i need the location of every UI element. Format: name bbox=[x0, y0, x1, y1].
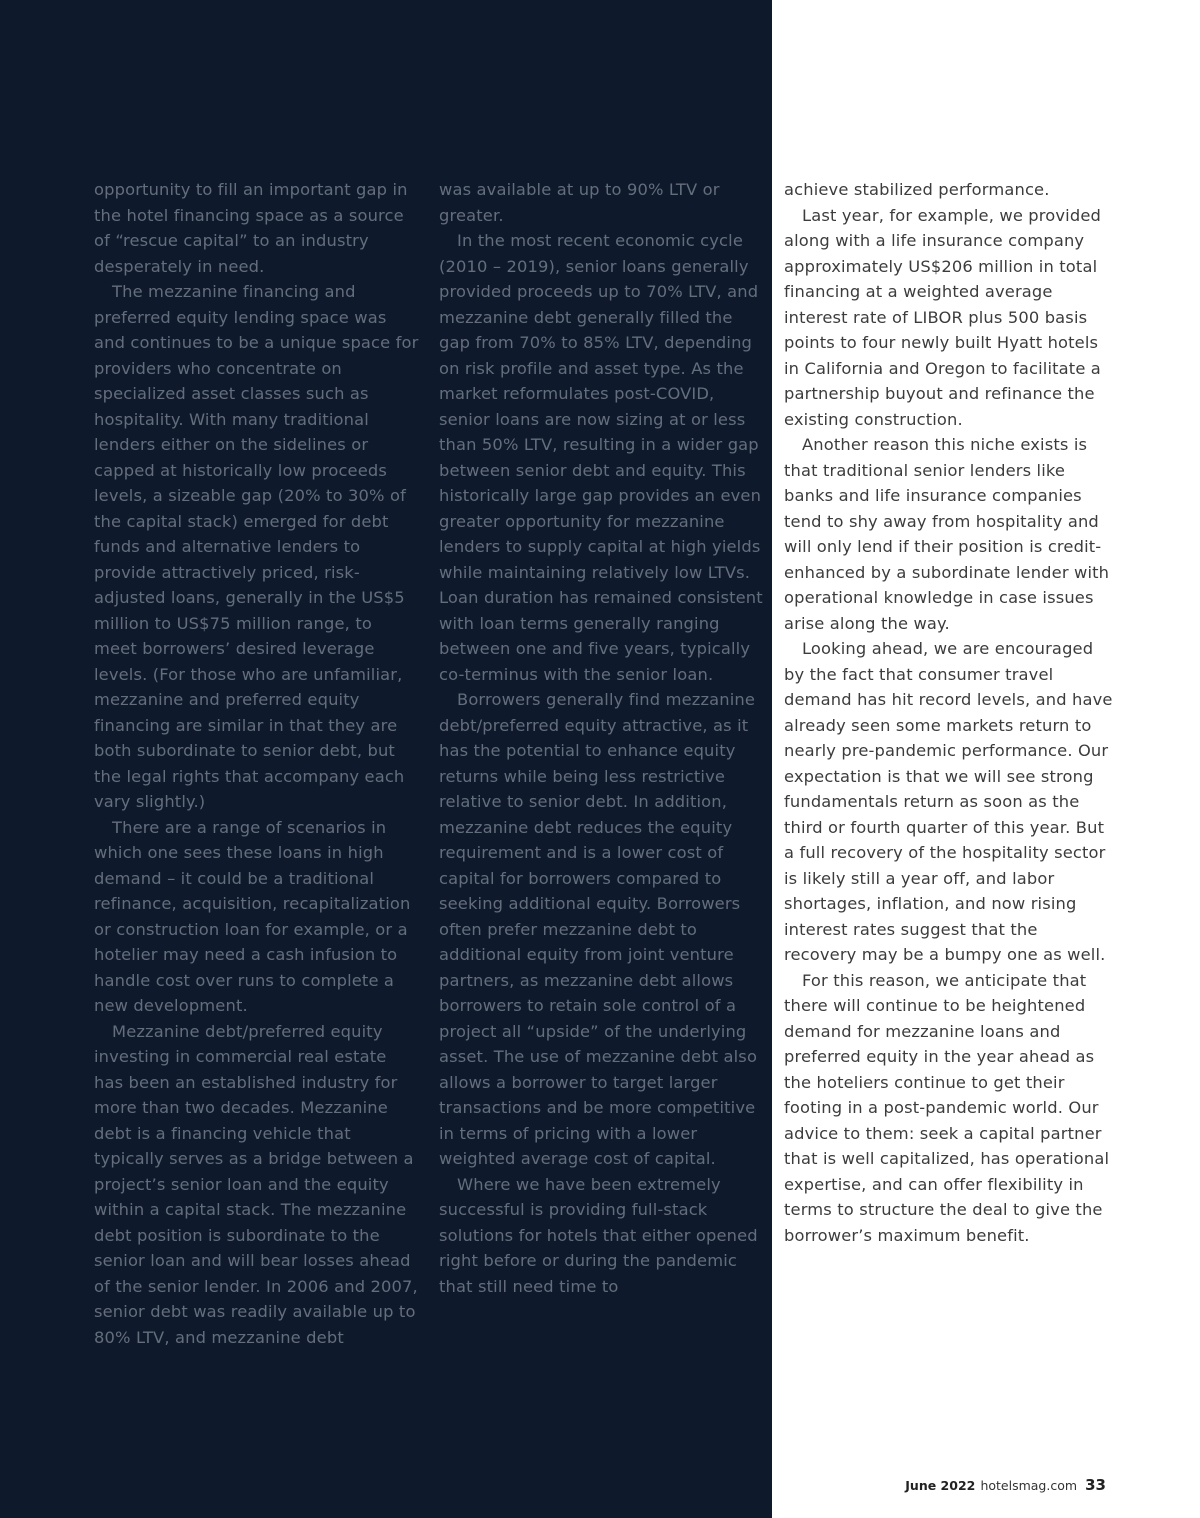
article-column-2 bbox=[439, 177, 765, 1299]
page-number: 33 bbox=[1085, 1476, 1106, 1494]
paragraph: Mezzanine debt/preferred equity investing in commercial real estate has been an established industry for more than two decades. Mezzanine debt is a financing vehicle that typically serves as a bridge between a project’s senior loan and the equity within a capital stack. The mezzanine debt position is subordinate to the senior loan and will bear losses ahead of the senior lender. In 2006 and 2007, senior debt was readily available up to 80% LTV, and mezzanine debt bbox=[94, 1021, 418, 1347]
paragraph: opportunity to fill an important gap in the hotel financing space as a source of “rescue capital” to an industry desperately in need. bbox=[94, 180, 408, 276]
paragraph: achieve stabilized performance. bbox=[784, 180, 1050, 199]
website-link[interactable]: hotelsmag.com bbox=[980, 1478, 1078, 1493]
paragraph: Another reason this niche exists is that traditional senior lenders like banks and life insurance companies tend to shy away from hospitality and will only lend if their position is credit-enhanced by a subordinate lender with operational knowledge in case issues arise along the way. bbox=[784, 435, 1110, 633]
paragraph: Where we have been extremely successful is providing full-stack solutions for hotels that either opened right before or during the pandemic that still need time to bbox=[439, 1174, 758, 1296]
paragraph: There are a range of scenarios in which one sees these loans in high demand – it could be a traditional refinance, acquisition, recapitalization or construction loan for example, or a hotelier may need a cash infusion to handle cost over runs to complete a new development. bbox=[94, 817, 411, 1015]
page-footer bbox=[905, 1475, 1106, 1494]
paragraph: For this reason, we anticipate that there will continue to be heightened demand for mezzanine loans and preferred equity in the year ahead as the hoteliers continue to get their footing in a post-pandemic world. Our advice to them: seek a capital partner that is well capitalized, has operational expertise, and can offer flexibility in terms to structure the deal to give the borrower’s maximum benefit. bbox=[784, 970, 1110, 1245]
article-column-1 bbox=[94, 177, 420, 1350]
paragraph: Borrowers generally find mezzanine debt/preferred equity attractive, as it has the potential to enhance equity returns while being less restrictive relative to senior debt. In addition, mezzanine debt reduces the equity requirement and is a lower cost of capital for borrowers compared to seeking additional equity. Borrowers often prefer mezzanine debt to additional equity from joint venture partners, as mezzanine debt allows borrowers to retain sole control of a project all “upside” of the underlying asset. The use of mezzanine debt also allows a borrower to target larger transactions and be more competitive in terms of pricing with a lower weighted average cost of capital. bbox=[439, 690, 758, 1168]
paragraph: The mezzanine financing and preferred equity lending space was and continues to be a unique space for providers who concentrate on specialized asset classes such as hospitality. With many traditional lenders either on the sidelines or capped at historically low proceeds levels, a sizeable gap (20% to 30% of the capital stack) emerged for debt funds and alternative lenders to provide attractively priced, risk-adjusted loans, generally in the US$5 million to US$75 million range, to meet borrowers’ desired leverage levels. (For those who are unfamiliar, mezzanine and preferred equity financing are similar in that they are both subordinate to senior debt, but the legal rights that accompany each vary slightly.) bbox=[94, 282, 419, 811]
article-column-3 bbox=[784, 177, 1114, 1248]
paragraph: Last year, for example, we provided along with a life insurance company approximately US$206 million in total financing at a weighted average interest rate of LIBOR plus 500 basis points to four newly built Hyatt hotels in California and Oregon to facilitate a partnership buyout and refinance the existing construction. bbox=[784, 205, 1101, 429]
issue-date: June 2022 bbox=[905, 1478, 976, 1493]
paragraph: In the most recent economic cycle (2010 – 2019), senior loans generally provided proceeds up to 70% LTV, and mezzanine debt generally filled the gap from 70% to 85% LTV, depending on risk profile and asset type. As the market reformulates post-COVID, senior loans are now sizing at or less than 50% LTV, resulting in a wider gap between senior debt and equity. This historically large gap provides an even greater opportunity for mezzanine lenders to supply capital at high yields while maintaining relatively low LTVs. Loan duration has remained consistent with loan terms generally ranging between one and five years, typically co-terminus with the senior loan. bbox=[439, 231, 763, 684]
paragraph: was available at up to 90% LTV or greater. bbox=[439, 180, 720, 225]
paragraph: Looking ahead, we are encouraged by the fact that consumer travel demand has hit record levels, and have already seen some markets return to nearly pre-pandemic performance. Our expectation is that we will see strong fundamentals return as soon as the third or fourth quarter of this year. But a full recovery of the hospitality sector is likely still a year off, and labor shortages, inflation, and now rising interest rates suggest that the recovery may be a bumpy one as well. bbox=[784, 639, 1113, 964]
